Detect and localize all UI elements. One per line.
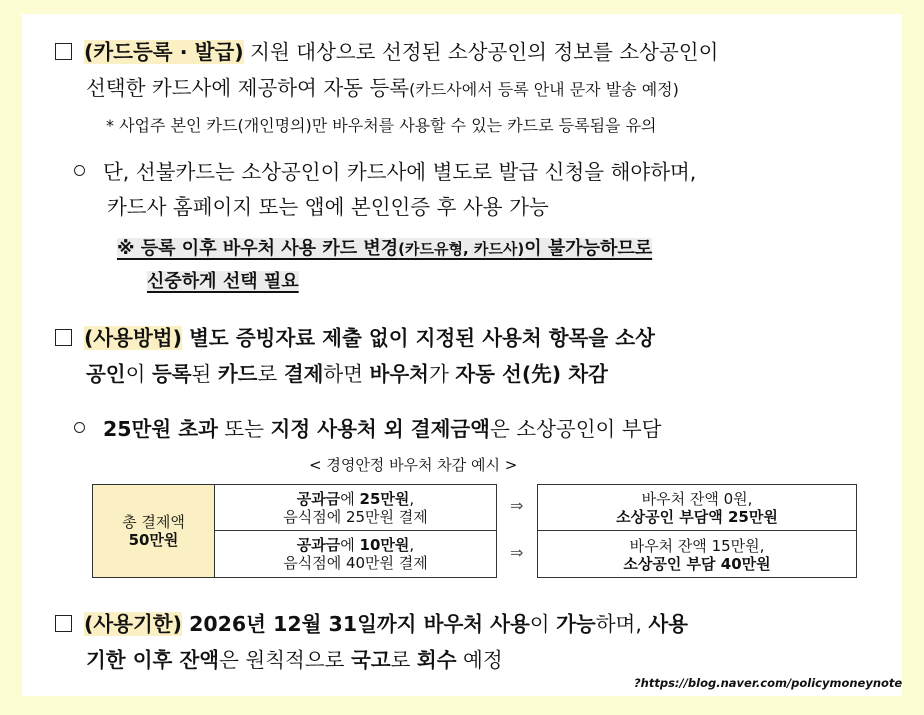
row1-arrow-icon: ⇒ xyxy=(510,496,524,515)
sec2-tag: (사용방법) xyxy=(84,326,182,350)
sec3-line1: (사용기한) 2026년 12월 31일까지 바우처 사용이 가능하며, 사용 xyxy=(55,612,688,637)
sec1-bullet1: 단, 선불카드는 소상공인이 카드사에 별도로 발급 신청을 해야하며, xyxy=(74,160,696,185)
sec2-bullet: 25만원 초과 또는 지정 사용처 외 결제금액은 소상공인이 부담 xyxy=(74,417,661,442)
square-bullet-icon xyxy=(55,329,72,346)
row1-result: 바우처 잔액 0원, 소상공인 부담액 25만원 xyxy=(616,489,778,526)
document-page xyxy=(22,14,902,696)
sec1-warning: ※ 등록 이후 바우처 사용 카드 변경(카드유형, 카드사)이 불가능하므로 xyxy=(117,238,653,259)
square-bullet-icon xyxy=(55,43,72,60)
sec3-line2: 기한 이후 잔액은 원칙적으로 국고로 회수 예정 xyxy=(86,648,503,672)
circle-bullet-icon xyxy=(74,422,85,433)
sec3-tag: (사용기한) xyxy=(84,612,182,636)
sec1-line2: 선택한 카드사에 제공하여 자동 등록(카드사에서 등록 안내 문자 발송 예정) xyxy=(86,76,679,100)
row2-arrow-icon: ⇒ xyxy=(510,543,524,562)
total-cell: 총 결제액 50만원 xyxy=(92,484,215,578)
example-title: < 경영안정 바우처 차감 예시 > xyxy=(309,456,518,474)
sec1-bullet2: 카드사 홈페이지 또는 앱에 본인인증 후 사용 가능 xyxy=(107,195,549,219)
sec1-warning2: 신중하게 선택 필요 xyxy=(147,271,299,292)
row2-result: 바우처 잔액 15만원, 소상공인 부담 40만원 xyxy=(623,536,771,573)
sec1-tag: (카드등록 · 발급) xyxy=(84,40,244,64)
sec1-note: * 사업주 본인 카드(개인명의)만 바우처를 사용할 수 있는 카드로 등록됨을 유의 xyxy=(106,116,657,135)
source-watermark: ?https://blog.naver.com/policymoneynote xyxy=(634,676,903,690)
row2-payment-cell: 공과금에 10만원, 음식점에 40만원 결제 xyxy=(214,530,497,578)
circle-bullet-icon xyxy=(74,165,85,176)
sec1-line1: (카드등록 · 발급) 지원 대상으로 선정된 소상공인의 정보를 소상공인이 xyxy=(55,40,718,65)
row1-payment-cell: 공과금에 25만원, 음식점에 25만원 결제 xyxy=(214,484,497,531)
sec2-line2: 공인이 등록된 카드로 결제하면 바우처가 자동 선(先) 차감 xyxy=(86,362,608,386)
square-bullet-icon xyxy=(55,615,72,632)
sec2-line1: (사용방법) 별도 증빙자료 제출 없이 지정된 사용처 항목을 소상 xyxy=(55,326,655,351)
example-table xyxy=(92,484,857,578)
